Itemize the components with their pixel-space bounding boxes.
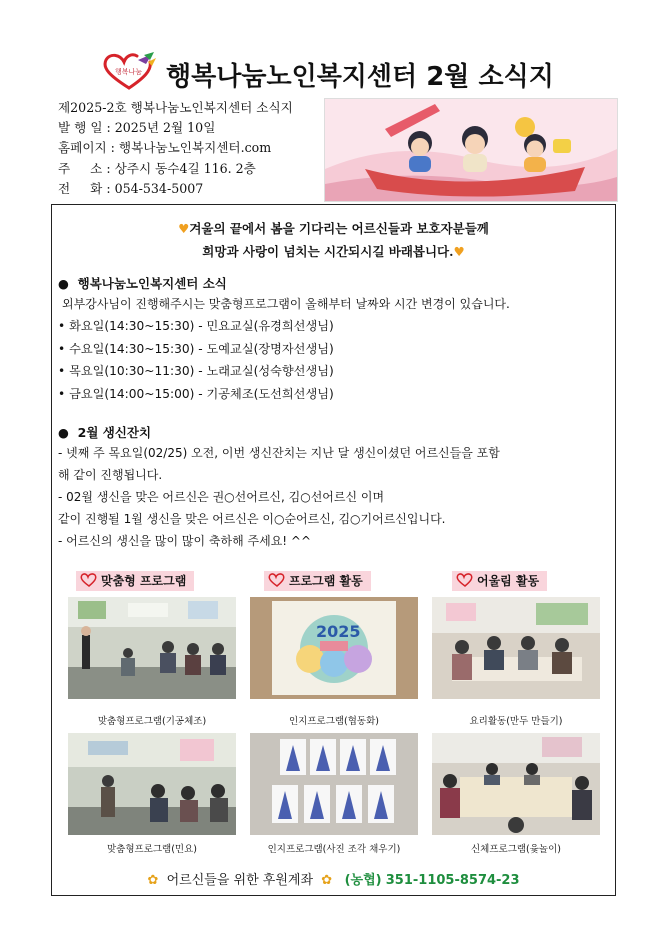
caption: 신체프로그램(윷놀이) [470,844,561,855]
caption: 맞춤형프로그램(기공체조) [97,716,207,727]
new-year-illustration [324,98,618,202]
photo-qigong [68,597,236,699]
artwork-year: 2025 [316,622,361,641]
category-program-activity: 프로그램 활동 [264,571,371,591]
category-custom-program: 맞춤형 프로그램 [76,571,194,591]
caption: 인지프로그램(사진 조각 채우기) [267,844,401,855]
photo-dumpling [432,597,600,699]
heart-logo-icon [100,52,158,90]
photo-yut-game [432,733,600,835]
logo-text: 행복나눔 [115,68,143,76]
homepage-link[interactable]: 행복나눔노인복지센터.com [118,140,272,156]
schedule-list [58,315,334,405]
heart-icon: ♥ [178,221,190,236]
address-line: 주 소 : 상주시 동수4길 116. 2층 [58,160,256,176]
list-item: • 금요일(14:00~15:00) - 기공체조(도선희선생님) [58,386,334,401]
photo-collab-drawing [250,597,418,699]
heart-logo-icon [80,573,98,587]
caption: 맞춤형프로그램(민요) [106,844,197,855]
flower-icon: ✿ [321,873,333,888]
heart-logo-icon [456,573,474,587]
list-item: • 화요일(14:30~15:30) - 민요교실(유경희선생님) [58,319,334,333]
title-row [0,48,660,92]
section-birthday-title: ● 2월 생신잔치 [58,425,152,440]
page-title: 행복나눔노인복지센터 2월 소식지 [166,62,554,92]
heart-icon: ♥ [453,244,465,259]
account-number: 351-1105-8574-23 [385,873,520,888]
donation-account: ✿ 어르신들을 위한 후원계좌 ✿ (농협) 351-1105-8574-23 [147,873,520,888]
issue-line: 제2025-2호 행복나눔노인복지센터 소식지 [58,100,293,115]
caption: 요리활동(만두 만들기) [469,716,563,727]
category-social-activity: 어울림 활동 [452,571,547,591]
content-box [51,204,616,896]
section-news-title: ● 행복나눔노인복지센터 소식 [58,276,227,291]
photo-folk-song [68,733,236,835]
list-item: • 목요일(10:30~11:30) - 노래교실(성숙향선생님) [58,364,334,378]
flower-icon: ✿ [147,873,159,888]
newsletter-info [58,98,328,199]
caption: 인지프로그램(협동화) [288,716,379,727]
section-birthday-text: - 넷째 주 목요일(02/25) 오전, 이번 생신잔치는 지난 달 생신이셨던 어르신들을 포함 해 같이 진행됩니다. - 02월 생신을 맞은 어르신은 권○선어르신, 김○선어르신 이며 같이 진행될 1월 생신을 맞은 어르신은 이○순어르신, 김○기어르신입니다. - 어르신의 생신을 많이 많이 축하해 주세요! ^^ [58,446,500,548]
section-news-desc: 외부강사님이 진행해주시는 맞춤형프로그램이 올해부터 날짜와 시간 변경이 있습니다. [62,297,510,311]
phone-line: 전 화 : 054-534-5007 [58,180,204,196]
list-item: • 수요일(14:30~15:30) - 도예교실(장명자선생님) [58,341,334,356]
heart-logo-icon [268,573,286,587]
intro-message: ♥겨울의 끝에서 봄을 기다리는 어르신들과 보호자분들께 희망과 사랑이 넘치는 시간되시길 바래봅니다.♥ [178,221,489,259]
homepage-line: 홈페이지 : 행복나눔노인복지센터.com [58,140,272,156]
photo-puzzle [250,733,418,835]
date-line: 발 행 일 : 2025년 2월 10일 [58,120,216,136]
